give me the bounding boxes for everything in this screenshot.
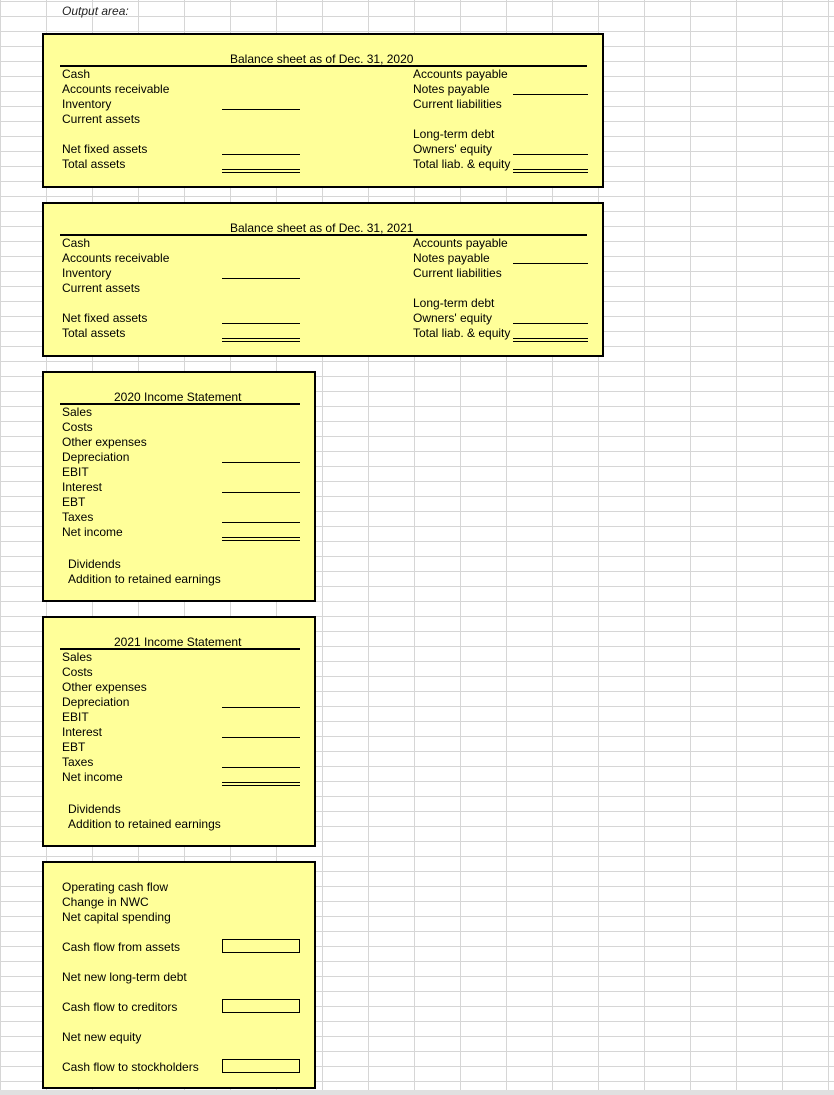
label-inventory: Inventory <box>62 97 112 111</box>
label-addition-retained-earnings: Addition to retained earnings <box>68 572 221 586</box>
horizontal-scrollbar[interactable] <box>0 1090 834 1095</box>
label-ebit: EBIT <box>62 710 89 724</box>
label-sales: Sales <box>62 405 93 419</box>
label-net-income: Net income <box>62 525 123 539</box>
subtotal-line <box>222 462 300 463</box>
subtotal-line <box>222 109 300 110</box>
label-notes-payable: Notes payable <box>413 82 490 96</box>
cash-flow-to-stockholders-cell[interactable] <box>222 1059 300 1073</box>
label-inventory: Inventory <box>62 266 112 280</box>
label-long-term-debt: Long-term debt <box>413 127 495 141</box>
label-ebt: EBT <box>62 740 86 754</box>
subtotal-line <box>222 737 300 738</box>
label-cash-flow-from-assets: Cash flow from assets <box>62 940 181 954</box>
label-other-expenses: Other expenses <box>62 435 147 449</box>
label-accounts-payable: Accounts payable <box>413 236 508 250</box>
label-change-in-nwc: Change in NWC <box>62 895 149 909</box>
label-depreciation: Depreciation <box>62 450 130 464</box>
balance-sheet-title: Balance sheet as of Dec. 31, 2020 <box>230 52 414 66</box>
label-net-new-equity: Net new equity <box>62 1030 142 1044</box>
label-owners-equity: Owners' equity <box>413 142 492 156</box>
income-statement-2021-panel <box>42 616 316 847</box>
subtotal-line <box>222 707 300 708</box>
label-current-assets: Current assets <box>62 281 141 295</box>
cash-flow-from-assets-cell[interactable] <box>222 939 300 953</box>
label-interest: Interest <box>62 725 103 739</box>
label-cash-flow-to-creditors: Cash flow to creditors <box>62 1000 178 1014</box>
output-area-label: Output area: <box>62 4 129 18</box>
label-accounts-receivable: Accounts receivable <box>62 82 170 96</box>
label-dividends: Dividends <box>68 802 121 816</box>
label-net-fixed-assets: Net fixed assets <box>62 142 148 156</box>
subtotal-line <box>222 154 300 155</box>
subtotal-line <box>222 278 300 279</box>
label-current-assets: Current assets <box>62 112 141 126</box>
label-current-liabilities: Current liabilities <box>413 97 502 111</box>
label-net-capital-spending: Net capital spending <box>62 910 171 924</box>
total-double-line <box>222 338 300 342</box>
label-total-liab-equity: Total liab. & equity <box>413 157 511 171</box>
total-double-line <box>222 537 300 541</box>
label-taxes: Taxes <box>62 755 94 769</box>
title-rule <box>60 403 300 405</box>
label-depreciation: Depreciation <box>62 695 130 709</box>
label-costs: Costs <box>62 420 93 434</box>
cash-flow-panel <box>42 861 316 1089</box>
subtotal-line <box>222 522 300 523</box>
label-notes-payable: Notes payable <box>413 251 490 265</box>
label-total-assets: Total assets <box>62 157 126 171</box>
label-operating-cash-flow: Operating cash flow <box>62 880 169 894</box>
label-interest: Interest <box>62 480 103 494</box>
total-double-line <box>222 169 300 173</box>
label-long-term-debt: Long-term debt <box>413 296 495 310</box>
label-other-expenses: Other expenses <box>62 680 147 694</box>
balance-sheet-2021-panel <box>42 202 604 357</box>
subtotal-line <box>513 263 588 264</box>
subtotal-line <box>513 154 588 155</box>
total-double-line <box>222 782 300 786</box>
label-net-new-long-term-debt: Net new long-term debt <box>62 970 187 984</box>
income-statement-title: 2021 Income Statement <box>114 635 242 649</box>
income-statement-2020-panel <box>42 371 316 602</box>
balance-sheet-title: Balance sheet as of Dec. 31, 2021 <box>230 221 414 235</box>
title-rule <box>60 648 300 650</box>
subtotal-line <box>513 323 588 324</box>
label-cash: Cash <box>62 67 91 81</box>
cash-flow-to-creditors-cell[interactable] <box>222 999 300 1013</box>
income-statement-title: 2020 Income Statement <box>114 390 242 404</box>
label-cash-flow-to-stockholders: Cash flow to stockholders <box>62 1060 199 1074</box>
label-sales: Sales <box>62 650 93 664</box>
label-ebt: EBT <box>62 495 86 509</box>
subtotal-line <box>222 767 300 768</box>
label-costs: Costs <box>62 665 93 679</box>
subtotal-line <box>513 94 588 95</box>
subtotal-line <box>222 323 300 324</box>
balance-sheet-2020-panel <box>42 33 604 188</box>
total-double-line <box>513 169 588 173</box>
subtotal-line <box>222 492 300 493</box>
label-total-assets: Total assets <box>62 326 126 340</box>
label-owners-equity: Owners' equity <box>413 311 492 325</box>
label-addition-retained-earnings: Addition to retained earnings <box>68 817 221 831</box>
label-accounts-receivable: Accounts receivable <box>62 251 170 265</box>
label-ebit: EBIT <box>62 465 89 479</box>
label-cash: Cash <box>62 236 91 250</box>
label-current-liabilities: Current liabilities <box>413 266 502 280</box>
label-accounts-payable: Accounts payable <box>413 67 508 81</box>
label-dividends: Dividends <box>68 557 121 571</box>
label-net-income: Net income <box>62 770 123 784</box>
label-net-fixed-assets: Net fixed assets <box>62 311 148 325</box>
label-taxes: Taxes <box>62 510 94 524</box>
total-double-line <box>513 338 588 342</box>
label-total-liab-equity: Total liab. & equity <box>413 326 511 340</box>
